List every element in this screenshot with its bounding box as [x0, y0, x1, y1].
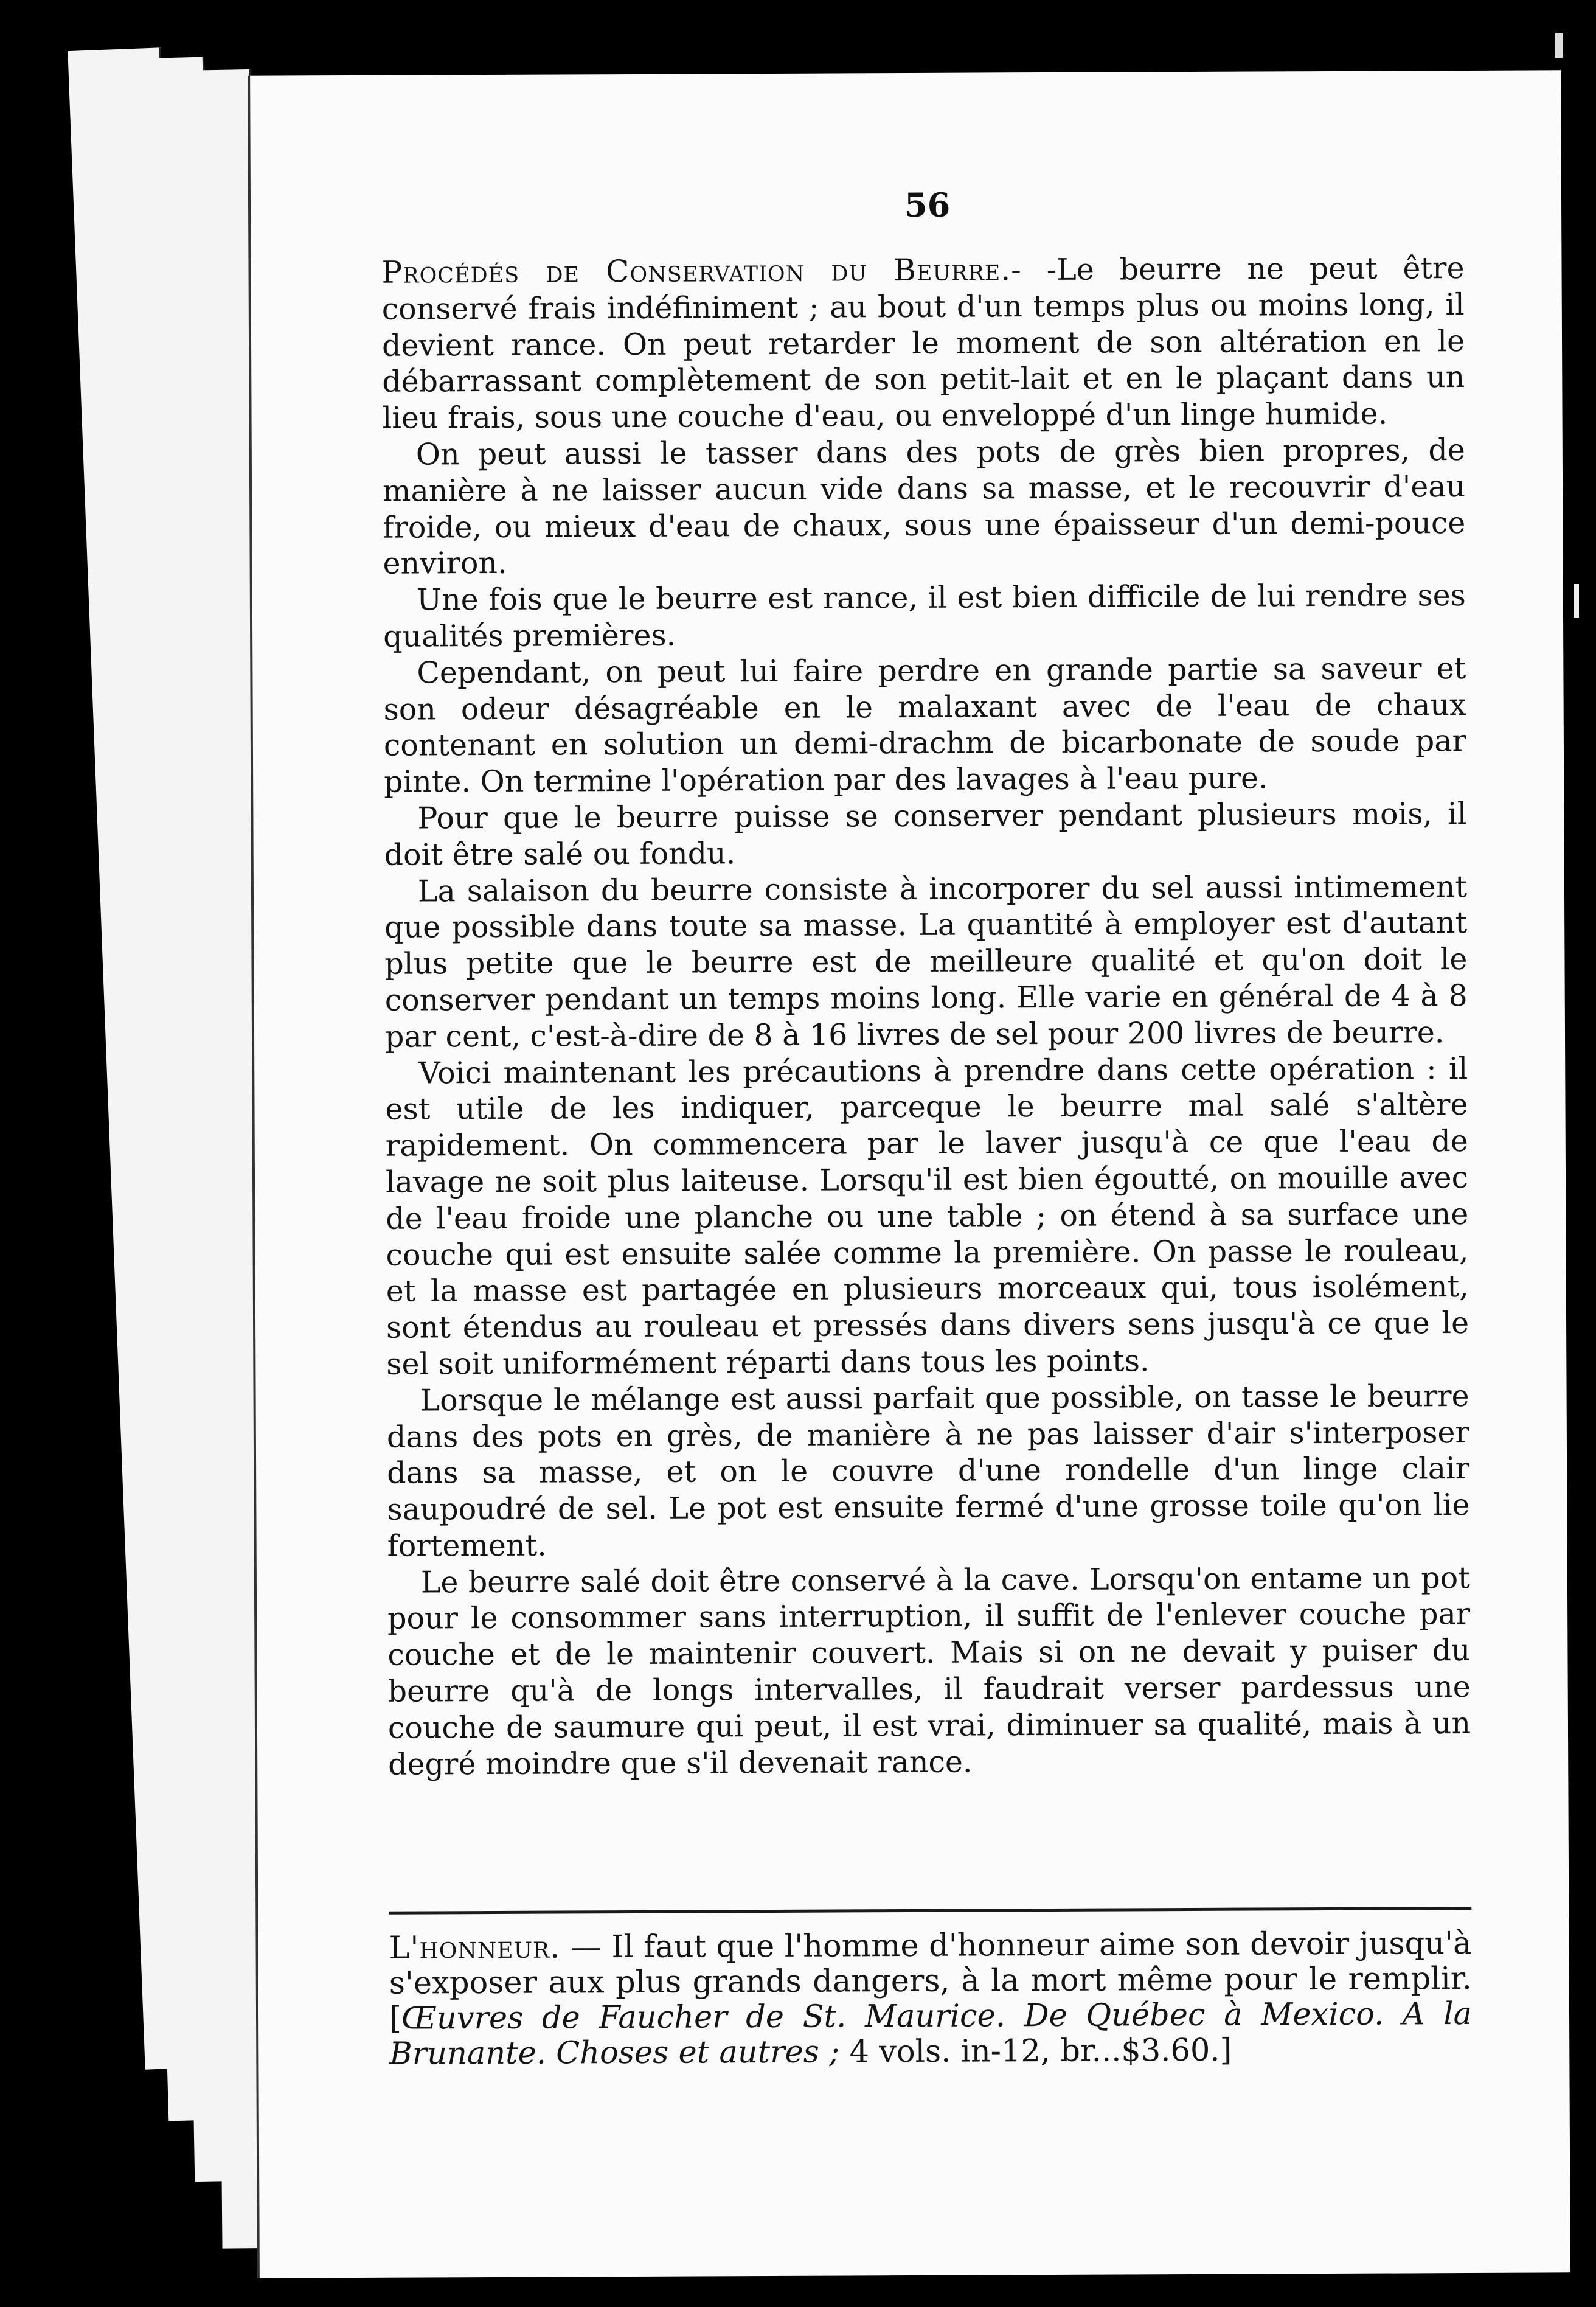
footer-note	[389, 1926, 1472, 2072]
scan-mark	[1574, 584, 1579, 618]
book-title: Œuvres de Faucher de St. Maurice. De Québec à Mexico. A la Brunante. Choses et autres ;	[389, 1996, 1473, 2072]
article-body	[381, 250, 1471, 1783]
divider	[389, 1907, 1471, 1915]
footer-bracket: [	[389, 2000, 402, 2037]
scan-mark	[1555, 33, 1563, 58]
section-dash: - -	[1011, 252, 1057, 288]
paragraph: Cependant, on peut lui faire perdre en grande partie sa saveur et son odeur désagréable en le malaxant avec de l'eau de chaux contenant en solution un demi-drachm de bicarbonate de soude par pinte. On termine l'opération par des lavages à l'eau pure.	[383, 650, 1467, 799]
paragraph: Le beurre salé doit être conservé à la cave. Lorsqu'on entame un pot pour le consommer sans interruption, il suffit de l'enlever couche par couche et de le maintenir couvert. Mais si on ne devait y puiser du beurre qu'à de longs intervalles, il faudrait verser pardessus une couche de saumure qui peut, il est vrai, diminuer sa qualité, mais à un degré moindre que s'il devenait rance.	[387, 1560, 1471, 1782]
footer-dash: —	[560, 1929, 612, 1966]
paragraph: Une fois que le beurre est rance, il est bien difficile de lui rendre ses qualités premières.	[383, 578, 1466, 654]
section-title: Procédés de Conservation du Beurre.	[381, 252, 1011, 290]
page-number: 56	[904, 185, 951, 225]
book-page	[248, 70, 1570, 2278]
book-price: 4 vols. in-12, br...$3.60.]	[839, 2032, 1232, 2070]
paragraph: On peut aussi le tasser dans des pots de grès bien propres, de manière à ne laisser aucun vide dans sa masse, et le recouvrir d'eau froide, ou mieux d'eau de chaux, sous une épaisseur d'un demi-pouce environ.	[382, 432, 1466, 582]
paragraph: Voici maintenant les précautions à prendre dans cette opération : il est utile de les indiquer, parceque le beurre mal salé s'altère rapidement. On commencera par le laver jusqu'à ce que l'eau de lavage ne soit plus laiteuse. Lorsqu'il est bien égoutté, on mouille avec de l'eau froide une planche ou une table ; on étend à sa surface une couche qui est ensuite salée comme la première. On passe le rouleau, et la masse est partagée en plusieurs morceaux qui, tous isolément, sont étendus au rouleau et pressés dans divers sens jusqu'à ce que le sel soit uniformément réparti dans tous les points.	[385, 1051, 1469, 1382]
paragraph-text: Le beurre ne peut être conservé frais indéfiniment ; au bout d'un temps plus ou moins long, il devient rance. On peut retarder le moment de son altération en le débarrassant complètement de son petit-lait et en le plaçant dans un lieu frais, sous une couche d'eau, ou enveloppé d'un linge humide.	[381, 251, 1465, 436]
footer-heading: L'honneur.	[389, 1929, 561, 1966]
paragraph: Pour que le beurre puisse se conserver pendant plusieurs mois, il doit être salé ou fondu.	[384, 796, 1467, 872]
footer-text: Il faut que l'homme d'honneur aime son devoir jusqu'à s'exposer aux plus grands dangers, à la mort même pour le remplir.	[389, 1925, 1472, 2002]
paragraph: La salaison du beurre consiste à incorporer du sel aussi intimement que possible dans toute sa masse. La quantité à employer est d'autant plus petite que le beurre est de meilleure qualité et qu'on doit le conserver pendant un temps moins long. Elle varie en général de 4 à 8 par cent, c'est-à-dire de 8 à 16 livres de sel pour 200 livres de beurre.	[384, 869, 1468, 1054]
paragraph: Lorsque le mélange est aussi parfait que possible, on tasse le beurre dans des pots en grès, de manière à ne pas laisser d'air s'interposer dans sa masse, et on le couvre d'une rondelle d'un linge clair saupoudré de sel. Le pot est ensuite fermé d'une grosse toile qu'on lie fortement.	[386, 1378, 1470, 1564]
paragraph	[381, 250, 1465, 437]
